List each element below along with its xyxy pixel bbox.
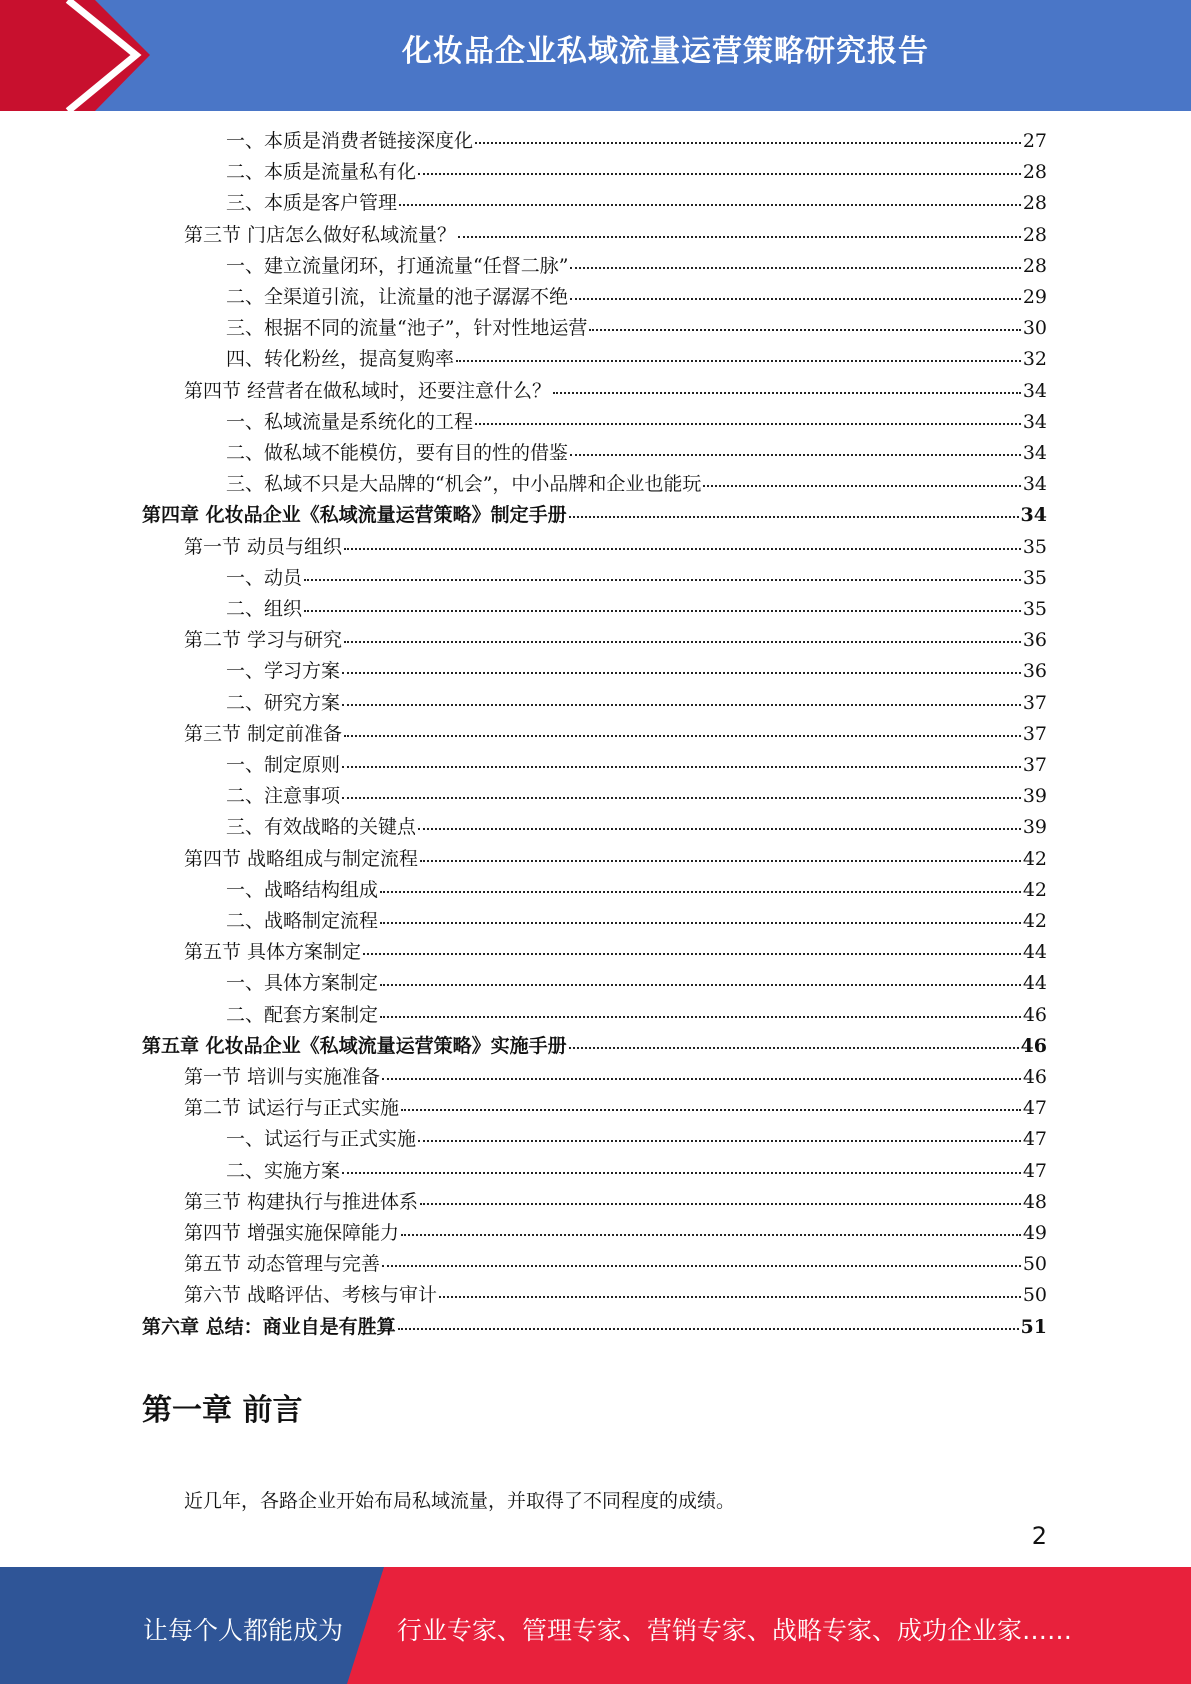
toc-dot-leader bbox=[304, 578, 1021, 581]
toc-entry[interactable] bbox=[184, 1093, 1047, 1124]
toc-entry[interactable] bbox=[184, 937, 1047, 968]
toc-entry-page: 39 bbox=[1022, 785, 1047, 808]
chapter-heading: 第一章 前言 bbox=[142, 1393, 303, 1428]
toc-entry[interactable] bbox=[226, 812, 1047, 843]
toc-entry-label: 三、本质是客户管理 bbox=[226, 192, 398, 215]
toc-dot-leader bbox=[344, 640, 1021, 643]
toc-entry-page: 39 bbox=[1022, 816, 1047, 839]
toc-entry-page: 49 bbox=[1022, 1222, 1047, 1244]
toc-dot-leader bbox=[342, 1171, 1021, 1174]
toc-entry[interactable] bbox=[184, 719, 1047, 750]
toc-entry-page: 46 bbox=[1022, 1066, 1047, 1088]
footer-slogan-left: 让每个人都能成为 bbox=[143, 1616, 344, 1645]
toc-entry-label: 二、组织 bbox=[226, 598, 303, 620]
toc-dot-leader bbox=[380, 983, 1021, 986]
toc-entry[interactable] bbox=[226, 563, 1047, 594]
toc-entry-label: 第五节 动态管理与完善 bbox=[184, 1253, 381, 1276]
toc-entry-label: 第五章 化妆品企业《私域流量运营策略》实施手册 bbox=[142, 1034, 567, 1057]
toc-dot-leader bbox=[304, 609, 1021, 612]
toc-entry-page: 29 bbox=[1022, 286, 1047, 308]
red-arrow-decoration bbox=[0, 0, 160, 111]
toc-entry-label: 第四节 经营者在做私域时，还要注意什么？ bbox=[184, 379, 552, 402]
toc-entry-label: 第三节 门店怎么做好私域流量？ bbox=[184, 223, 457, 246]
toc-dot-leader bbox=[380, 921, 1021, 924]
toc-entry-page: 42 bbox=[1022, 878, 1047, 901]
toc-entry-page: 47 bbox=[1022, 1128, 1047, 1151]
toc-entry-label: 二、实施方案 bbox=[226, 1159, 341, 1182]
toc-entry-page: 50 bbox=[1022, 1284, 1047, 1307]
toc-entry-page: 34 bbox=[1020, 504, 1047, 527]
toc-entry[interactable] bbox=[226, 1156, 1047, 1187]
toc-entry-page: 35 bbox=[1022, 535, 1047, 558]
toc-entry-label: 第一节 培训与实施准备 bbox=[184, 1066, 381, 1088]
toc-entry-label: 第三节 制定前准备 bbox=[184, 722, 343, 745]
toc-entry-label: 二、研究方案 bbox=[226, 691, 341, 714]
toc-entry-label: 一、学习方案 bbox=[226, 660, 341, 683]
toc-dot-leader bbox=[380, 1015, 1021, 1018]
toc-entry-page: 27 bbox=[1022, 130, 1047, 152]
toc-dot-leader bbox=[342, 703, 1021, 706]
toc-entry-label: 三、私域不只是大品牌的“机会”，中小品牌和企业也能玩 bbox=[226, 473, 702, 496]
page-number: 2 bbox=[1031, 1522, 1047, 1550]
toc-entry-label: 三、根据不同的流量“池子”，针对性地运营 bbox=[226, 317, 588, 340]
toc-entry-page: 32 bbox=[1022, 348, 1047, 371]
toc-entry-page: 46 bbox=[1022, 1003, 1047, 1026]
toc-entry-page: 36 bbox=[1022, 629, 1047, 652]
page-header bbox=[0, 0, 1191, 111]
toc-entry-page: 44 bbox=[1022, 972, 1047, 995]
toc-entry-page: 36 bbox=[1022, 660, 1047, 683]
toc-entry-page: 42 bbox=[1022, 847, 1047, 870]
toc-entry[interactable] bbox=[226, 438, 1047, 469]
toc-entry-label: 一、试运行与正式实施 bbox=[226, 1128, 417, 1151]
toc-entry[interactable] bbox=[226, 344, 1047, 375]
toc-entry-page: 51 bbox=[1020, 1315, 1047, 1338]
toc-dot-leader bbox=[342, 671, 1021, 674]
toc-dot-leader bbox=[344, 734, 1021, 737]
toc-entry-page: 35 bbox=[1022, 598, 1047, 620]
toc-dot-leader bbox=[380, 890, 1021, 893]
toc-entry-label: 二、做私域不能模仿，要有目的性的借鉴 bbox=[226, 442, 569, 464]
footer-slogan-right: 行业专家、管理专家、营销专家、战略专家、成功企业家…… bbox=[397, 1616, 1073, 1645]
toc-dot-leader bbox=[475, 141, 1021, 144]
toc-entry-page: 28 bbox=[1022, 192, 1047, 215]
body-paragraph: 近几年，各路企业开始布局私域流量，并取得了不同程度的成绩。 bbox=[184, 1490, 736, 1512]
toc-entry[interactable] bbox=[142, 1312, 1047, 1343]
toc-entry[interactable] bbox=[226, 968, 1047, 999]
toc-entry-label: 一、制定原则 bbox=[226, 754, 341, 776]
toc-entry[interactable] bbox=[226, 906, 1047, 937]
toc-dot-leader bbox=[456, 359, 1021, 362]
toc-entry-label: 第六节 战略评估、考核与审计 bbox=[184, 1284, 438, 1307]
toc-dot-leader bbox=[420, 1202, 1021, 1205]
toc-entry[interactable] bbox=[226, 688, 1047, 719]
toc-dot-leader bbox=[589, 328, 1020, 331]
toc-entry-label: 四、转化粉丝，提高复购率 bbox=[226, 348, 455, 371]
toc-entry-label: 一、建立流量闭环，打通流量“任督二脉” bbox=[226, 254, 569, 277]
toc-dot-leader bbox=[382, 1264, 1021, 1267]
toc-dot-leader bbox=[458, 235, 1021, 238]
toc-entry[interactable] bbox=[142, 500, 1047, 531]
toc-entry-label: 第六章 总结：商业自是有胜算 bbox=[142, 1315, 396, 1338]
toc-entry-page: 30 bbox=[1022, 317, 1047, 340]
toc-dot-leader bbox=[420, 859, 1021, 862]
toc-dot-leader bbox=[342, 796, 1021, 799]
toc-entry-label: 第一节 动员与组织 bbox=[184, 535, 343, 558]
toc-entry-page: 50 bbox=[1022, 1253, 1047, 1276]
toc-entry-label: 一、具体方案制定 bbox=[226, 972, 379, 995]
toc-dot-leader bbox=[401, 1233, 1021, 1236]
toc-entry-label: 二、配套方案制定 bbox=[226, 1003, 379, 1026]
toc-entry-label: 第二节 试运行与正式实施 bbox=[184, 1097, 400, 1120]
toc-entry-page: 28 bbox=[1022, 254, 1047, 277]
toc-entry-page: 37 bbox=[1022, 754, 1047, 776]
toc-entry-page: 28 bbox=[1022, 223, 1047, 246]
toc-entry-label: 二、战略制定流程 bbox=[226, 910, 379, 932]
toc-dot-leader bbox=[399, 203, 1021, 206]
toc-entry[interactable] bbox=[226, 781, 1047, 812]
toc-entry[interactable] bbox=[226, 1124, 1047, 1155]
toc-dot-leader bbox=[401, 1108, 1021, 1111]
toc-entry[interactable] bbox=[184, 625, 1047, 656]
page-footer bbox=[0, 1567, 1191, 1684]
toc-entry-label: 一、私域流量是系统化的工程 bbox=[226, 410, 474, 433]
toc-entry-label: 一、本质是消费者链接深度化 bbox=[226, 130, 474, 152]
toc-dot-leader bbox=[398, 1327, 1019, 1330]
toc-entry[interactable] bbox=[226, 594, 1047, 625]
toc-entry[interactable] bbox=[184, 844, 1047, 875]
toc-entry-label: 二、本质是流量私有化 bbox=[226, 161, 417, 184]
report-title: 化妆品企业私域流量运营策略研究报告 bbox=[402, 34, 929, 69]
toc-entry[interactable] bbox=[226, 656, 1047, 687]
toc-entry-page: 37 bbox=[1022, 722, 1047, 745]
toc-entry-page: 34 bbox=[1022, 473, 1047, 496]
toc-entry-page: 34 bbox=[1022, 442, 1047, 464]
toc-entry-label: 二、全渠道引流，让流量的池子潺潺不绝 bbox=[226, 286, 569, 308]
toc-entry-label: 第二节 学习与研究 bbox=[184, 629, 343, 652]
toc-entry-page: 46 bbox=[1020, 1034, 1047, 1057]
toc-dot-leader bbox=[418, 172, 1021, 175]
toc-entry[interactable] bbox=[226, 282, 1047, 313]
toc-dot-leader bbox=[570, 297, 1021, 300]
toc-entry-label: 第五节 具体方案制定 bbox=[184, 941, 362, 964]
toc-dot-leader bbox=[418, 827, 1021, 830]
toc-entry-page: 34 bbox=[1022, 410, 1047, 433]
toc-entry-label: 第四节 增强实施保障能力 bbox=[184, 1222, 400, 1244]
toc-dot-leader bbox=[703, 484, 1020, 487]
toc-entry-label: 二、注意事项 bbox=[226, 785, 341, 808]
toc-dot-leader bbox=[569, 515, 1019, 518]
toc-entry[interactable] bbox=[184, 1280, 1047, 1311]
toc-dot-leader bbox=[382, 1077, 1021, 1080]
toc-dot-leader bbox=[553, 391, 1021, 394]
toc-entry-label: 一、动员 bbox=[226, 566, 303, 589]
toc-entry[interactable] bbox=[184, 1187, 1047, 1218]
toc-entry[interactable] bbox=[226, 251, 1047, 282]
toc-entry-page: 47 bbox=[1022, 1097, 1047, 1120]
toc-entry-label: 第四节 战略组成与制定流程 bbox=[184, 847, 419, 870]
toc-entry[interactable] bbox=[142, 1031, 1047, 1062]
toc-entry[interactable] bbox=[226, 750, 1047, 781]
toc-dot-leader bbox=[570, 453, 1021, 456]
toc-entry-page: 35 bbox=[1022, 566, 1047, 589]
toc-entry-page: 37 bbox=[1022, 691, 1047, 714]
toc-entry-page: 44 bbox=[1022, 941, 1047, 964]
toc-entry[interactable] bbox=[184, 532, 1047, 563]
toc-entry-label: 一、战略结构组成 bbox=[226, 878, 379, 901]
toc-entry[interactable] bbox=[226, 313, 1047, 344]
toc-entry[interactable] bbox=[226, 126, 1047, 157]
toc-dot-leader bbox=[439, 1295, 1021, 1298]
toc-entry-page: 42 bbox=[1022, 910, 1047, 932]
toc-dot-leader bbox=[569, 1046, 1019, 1049]
toc-entry[interactable] bbox=[184, 1249, 1047, 1280]
toc-entry[interactable] bbox=[226, 1000, 1047, 1031]
toc-entry[interactable] bbox=[226, 157, 1047, 188]
toc-entry-label: 第四章 化妆品企业《私域流量运营策略》制定手册 bbox=[142, 504, 567, 527]
toc-entry[interactable] bbox=[184, 1218, 1047, 1249]
toc-entry-page: 47 bbox=[1022, 1159, 1047, 1182]
toc-dot-leader bbox=[363, 952, 1021, 955]
toc-entry[interactable] bbox=[226, 188, 1047, 219]
toc-entry[interactable] bbox=[184, 1062, 1047, 1093]
toc-entry-page: 48 bbox=[1022, 1190, 1047, 1213]
toc-entry[interactable] bbox=[184, 220, 1047, 251]
toc-dot-leader bbox=[344, 547, 1021, 550]
toc-dot-leader bbox=[475, 422, 1021, 425]
toc-entry-page: 34 bbox=[1022, 379, 1047, 402]
toc-dot-leader bbox=[570, 266, 1020, 269]
toc-entry[interactable] bbox=[226, 875, 1047, 906]
toc-entry[interactable] bbox=[226, 407, 1047, 438]
toc-entry[interactable] bbox=[184, 376, 1047, 407]
toc-entry-page: 28 bbox=[1022, 161, 1047, 184]
toc-dot-leader bbox=[418, 1139, 1021, 1142]
toc-entry[interactable] bbox=[226, 469, 1047, 500]
toc-dot-leader bbox=[342, 765, 1021, 768]
toc-entry-label: 第三节 构建执行与推进体系 bbox=[184, 1190, 419, 1213]
toc-entry-label: 三、有效战略的关键点 bbox=[226, 816, 417, 839]
